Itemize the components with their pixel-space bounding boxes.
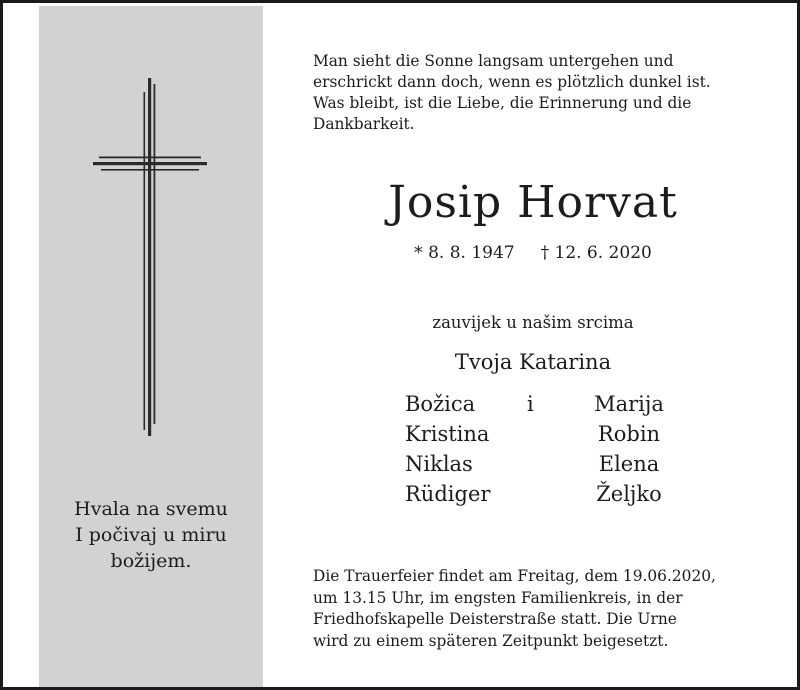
poem — [313, 51, 783, 135]
family-left-column — [405, 389, 490, 509]
thanks-text — [39, 496, 263, 574]
family-right-column — [577, 389, 681, 509]
family-member: Elena — [598, 452, 660, 476]
side-panel — [39, 6, 263, 687]
family-member: Kristina — [405, 422, 490, 446]
thanks-line: božijem. — [110, 550, 192, 572]
death-date: † 12. 6. 2020 — [540, 243, 652, 263]
life-dates — [293, 241, 773, 265]
family-member: Robin — [597, 422, 661, 446]
family-member: Božica — [405, 392, 476, 416]
service-line: um 13.15 Uhr, im engsten Familienkreis, in der — [313, 588, 683, 607]
latin-cross-icon — [91, 78, 209, 436]
service-info — [313, 566, 783, 652]
dedication: zauvijek u našim srcima — [432, 313, 634, 332]
poem-line: Was bleibt, ist die Liebe, die Erinnerung und die — [313, 94, 692, 112]
family-member: Željko — [596, 482, 662, 506]
service-line: wird zu einem späteren Zeitpunkt beigesetzt. — [313, 631, 669, 650]
family-member: Niklas — [405, 452, 473, 476]
service-line: Friedhofskapelle Deisterstraße statt. Die Urne — [313, 610, 677, 628]
family-connector — [527, 389, 534, 419]
spouse-name: Tvoja Katarina — [454, 350, 612, 374]
birth-date: * 8. 8. 1947 — [414, 243, 515, 263]
deceased-name: Josip Horvat — [388, 177, 678, 228]
connector-word: i — [527, 392, 534, 416]
poem-line: Man sieht die Sonne langsam untergehen und — [313, 52, 674, 70]
family-member: Marija — [594, 392, 664, 416]
poem-line: Dankbarkeit. — [313, 115, 415, 133]
poem-line: erschrickt dann doch, wenn es plötzlich dunkel ist. — [313, 73, 711, 91]
family-member: Rüdiger — [405, 482, 491, 506]
thanks-line: I počivaj u miru — [75, 524, 227, 546]
thanks-line: Hvala na svemu — [74, 498, 228, 520]
service-line: Die Trauerfeier findet am Freitag, dem 19.06.2020, — [313, 567, 716, 585]
